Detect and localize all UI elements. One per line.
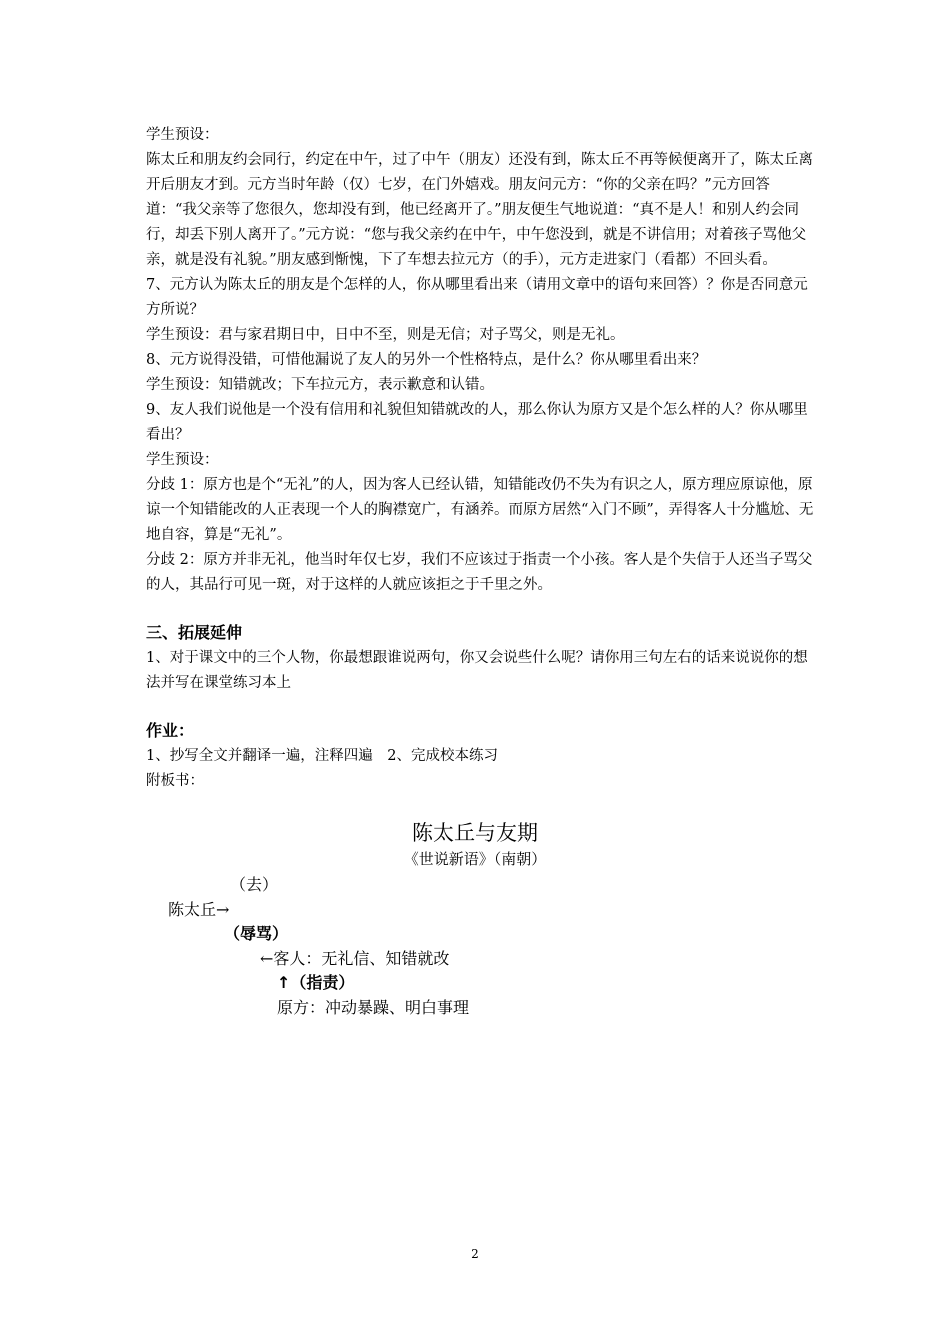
board-subtitle: 《世说新语》（南朝） bbox=[403, 850, 547, 868]
homework-text: 1、抄写全文并翻译一遍，注释四遍 2、完成校本练习 bbox=[146, 748, 498, 764]
board-qu: （去） bbox=[230, 875, 279, 894]
question-7: 7、元方认为陈太丘的朋友是个怎样的人，你从哪里看出来（请用文章中的语句来回答）？你是否同意元方所说？ bbox=[146, 277, 808, 318]
document-body bbox=[146, 123, 818, 794]
board-ruma: （辱骂） bbox=[224, 924, 289, 943]
homework-heading: 作业： bbox=[146, 721, 195, 740]
page-number: 2 bbox=[471, 1247, 479, 1261]
board-chen-taiqiu: 陈太丘→ bbox=[168, 900, 230, 919]
question-8: 8、元方说得没错，可惜他漏说了友人的另外一个性格特点，是什么？你从哪里看出来？ bbox=[146, 352, 707, 368]
divergence-2: 分歧 2：原方并非无礼，他当时年仅七岁，我们不应该过于指责一个小孩。客人是个失信于人还当子骂父的人，其品行可见一斑，对于这样的人就应该拒之于千里之外。 bbox=[146, 552, 813, 593]
board-keren: ←客人：无礼信、知错就改 bbox=[260, 949, 450, 968]
board-label: 附板书： bbox=[146, 773, 204, 789]
section-3-text: 1、对于课文中的三个人物，你最想跟谁说两句，你又会说些什么呢？请你用三句左右的话来说说你的想法并写在课堂练习本上 bbox=[146, 650, 808, 691]
answer-7: 学生预设：君与家君期日中，日中不至，则是无信；对子骂父，则是无礼。 bbox=[146, 327, 625, 343]
board-yuanfang: 原方：冲动暴躁、明白事理 bbox=[277, 998, 470, 1017]
divergence-1: 分歧 1：原方也是个“无礼”的人，因为客人已经认错，知错能改仍不失为有识之人，原方理应原谅他，原谅一个知错能改的人正表现一个人的胸襟宽广，有涵养。而原方居然“入门不顾”，弄得客人十分尴尬、无地自容，算是“无礼”。 bbox=[146, 477, 814, 543]
board-title: 陈太丘与友期 bbox=[412, 821, 538, 845]
answer-9-label: 学生预设： bbox=[146, 452, 219, 468]
board-zhize: ↑（指责） bbox=[277, 973, 355, 992]
paragraph-translation: 陈太丘和朋友约会同行，约定在中午，过了中午（朋友）还没有到，陈太丘不再等候便离开了，陈太丘离开后朋友才到。元方当时年龄（仅）七岁，在门外嬉戏。朋友问元方：“你的父亲在吗？”元方回答道：“我父亲等了您很久，您却没有到，他已经离开了。”朋友便生气地说道：“真不是人！和别人约会同行，却丢下别人离开了。”元方说：“您与我父亲约在中午，中午您没到，就是不讲信用；对着孩子骂他父亲，就是没有礼貌。”朋友感到惭愧，下了车想去拉元方（的手），元方走进家门（看都）不回头看。 bbox=[146, 152, 813, 268]
answer-8: 学生预设：知错就改；下车拉元方，表示歉意和认错。 bbox=[146, 377, 494, 393]
question-9: 9、友人我们说他是一个没有信用和礼貌但知错就改的人，那么你认为原方又是个怎么样的人？你从哪里看出？ bbox=[146, 402, 808, 443]
paragraph-student-preset-label: 学生预设： bbox=[146, 127, 219, 143]
section-3-heading: 三、拓展延伸 bbox=[146, 623, 243, 642]
